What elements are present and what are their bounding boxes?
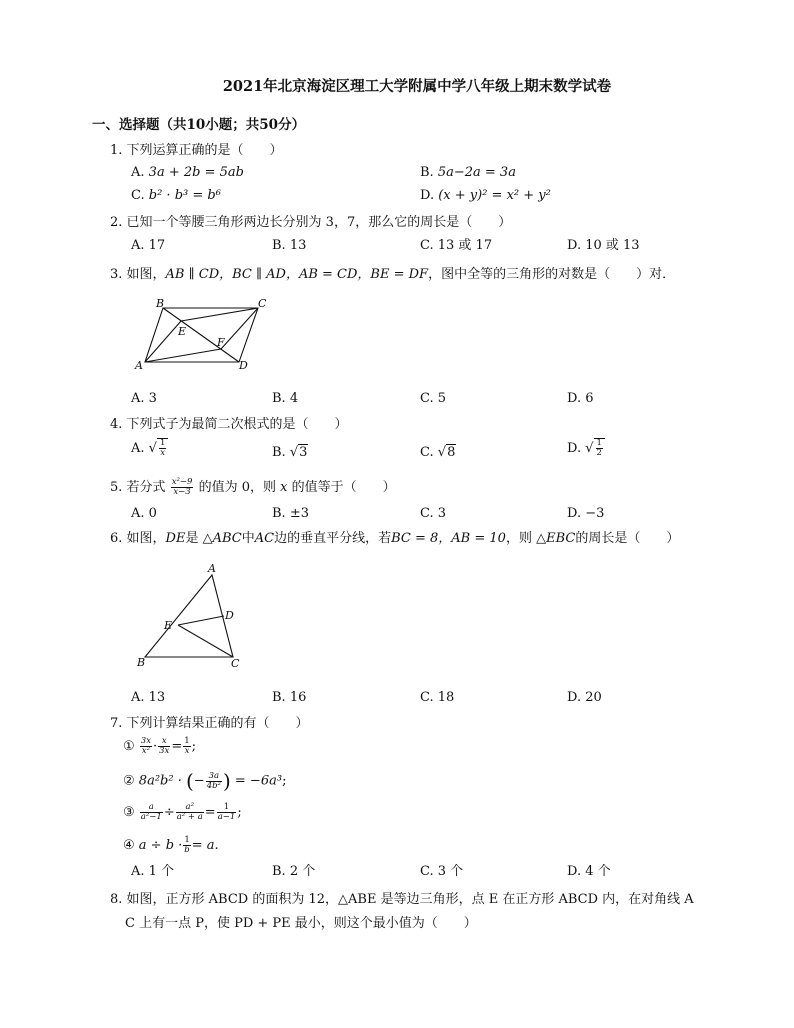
q6-segment-ed bbox=[178, 616, 224, 625]
q1-option-b[interactable] bbox=[420, 165, 516, 181]
q5-option-c[interactable]: C. 3 bbox=[420, 506, 447, 521]
q7-i1-result bbox=[183, 737, 190, 756]
q1-option-b-label: B. bbox=[420, 165, 434, 180]
question-3-stem bbox=[110, 267, 675, 283]
q4-c-rad: 8 bbox=[447, 445, 456, 460]
q4-option-d-label: D. bbox=[567, 440, 582, 456]
q4-option-b[interactable] bbox=[272, 444, 308, 461]
q4-option-c[interactable] bbox=[420, 444, 456, 461]
q7-i1-frac1 bbox=[140, 737, 152, 756]
q3-figure-parallelogram bbox=[130, 296, 280, 376]
q7-i1-f1-num: 3x bbox=[140, 736, 151, 746]
q4-option-d[interactable] bbox=[567, 438, 605, 458]
q4-a-num: 1 bbox=[159, 438, 166, 448]
q1-option-a-label: A. bbox=[131, 165, 145, 180]
q2-option-b[interactable]: B. 13 bbox=[272, 238, 307, 253]
q7-i3-result bbox=[217, 803, 237, 822]
q7-i1-frac2 bbox=[158, 737, 170, 756]
q6-stem-suffix: 的周长是（ ） bbox=[575, 531, 680, 546]
q6-ebc: EBC bbox=[546, 531, 576, 546]
q5-option-b[interactable]: B. ±3 bbox=[272, 506, 309, 521]
q7-item-1-mark: ① bbox=[123, 738, 135, 754]
q5-fraction bbox=[171, 478, 194, 497]
q7-item-2: ② 8a²b² · (− $\frac{3a}{\text{4b²}}$ ) = −6a³; bbox=[123, 769, 287, 793]
q1-option-a-expr: 3a + 2b = 5ab bbox=[148, 165, 244, 180]
q6-stem-part3: 中 bbox=[241, 531, 255, 546]
q3-label-b: B bbox=[156, 297, 165, 310]
question-1-stem: 1. 下列运算正确的是（ ） bbox=[110, 143, 283, 158]
q6-stem-part4: 边的垂直平分线，若 bbox=[274, 531, 392, 546]
q7-i3-f2-num: a² bbox=[185, 802, 194, 812]
q4-option-c-radical: √8 bbox=[437, 445, 456, 460]
q7-i3-res-den: a−1 bbox=[217, 811, 236, 822]
question-5-stem bbox=[110, 478, 396, 497]
q3-segment-af bbox=[145, 349, 221, 362]
q4-option-d-radical: √ $\frac{1}{2}$ bbox=[585, 438, 605, 458]
q6-option-d[interactable]: D. 20 bbox=[567, 690, 602, 705]
q7-item-4 bbox=[123, 836, 219, 855]
q3-stem-suffix: ，图中全等的三角形的对数是（ ）对． bbox=[428, 267, 676, 282]
q6-label-c: C bbox=[231, 657, 240, 670]
q2-option-a[interactable]: A. 17 bbox=[131, 238, 166, 253]
q7-item-2-mark: ② bbox=[123, 773, 135, 789]
q7-i3-res-num: 1 bbox=[217, 803, 237, 813]
q1-option-c[interactable] bbox=[131, 188, 221, 204]
q5-variable: x bbox=[280, 479, 288, 495]
q1-option-d-expr: (x + y)² = x² + y² bbox=[438, 188, 551, 203]
q7-item-1: ① $\frac{3x}{\text{x²}}$ · $\frac{x}{3x}$ = $\frac{1}{x}$ ; bbox=[123, 736, 197, 756]
q4-d-den: 2 bbox=[596, 447, 602, 458]
q6-ac: AC bbox=[254, 531, 275, 546]
q4-option-c-label: C. bbox=[420, 445, 434, 460]
q7-i4-prefix: a ÷ b · bbox=[138, 837, 183, 853]
q6-label-a: A bbox=[208, 562, 216, 575]
q6-label-e: E bbox=[164, 619, 173, 632]
q4-a-den: x bbox=[160, 447, 166, 458]
q3-label-d: D bbox=[239, 359, 248, 372]
q6-de: DE bbox=[165, 531, 186, 546]
q6-stem-prefix: 6. 如图， bbox=[110, 531, 166, 546]
q4-option-b-label: B. bbox=[272, 445, 286, 460]
q4-option-a-radical: √ $\frac{1}{x}$ bbox=[149, 438, 169, 458]
q6-figure-triangle bbox=[130, 560, 250, 675]
q1-option-c-label: C. bbox=[131, 188, 145, 203]
q6-abc: ABC bbox=[212, 531, 242, 546]
question-6-stem bbox=[110, 531, 679, 547]
q4-b-rad: 3 bbox=[299, 445, 308, 460]
q7-i1-f1-den: x² bbox=[141, 745, 150, 756]
q3-segment-fc bbox=[221, 308, 258, 349]
q3-stem-math: AB ∥ CD，BC ∥ AD，AB = CD，BE = DF bbox=[165, 267, 429, 282]
q6-segment-ec bbox=[178, 625, 233, 657]
q5-stem-prefix: 5. 若分式 bbox=[110, 479, 166, 495]
q5-option-d[interactable]: D. −3 bbox=[567, 506, 605, 521]
q3-option-c[interactable]: C. 5 bbox=[420, 391, 447, 406]
q4-option-b-radical: √3 bbox=[289, 445, 308, 460]
q6-condition: BC = 8，AB = 10 bbox=[391, 531, 506, 546]
q7-i4-result: = a. bbox=[191, 837, 219, 853]
q2-option-c[interactable]: C. 13 或 17 bbox=[420, 238, 493, 253]
q3-option-a[interactable]: A. 3 bbox=[131, 391, 157, 406]
q7-i2-f-den: 4b² bbox=[206, 780, 221, 791]
q7-i2-f-num: 3a bbox=[208, 770, 220, 781]
q6-stem-part2: 是 △ bbox=[185, 531, 213, 546]
q5-frac-num: x²−9 bbox=[171, 477, 193, 487]
q4-option-a-label: A. bbox=[131, 440, 145, 456]
q6-option-b[interactable]: B. 16 bbox=[272, 690, 307, 705]
q3-label-e: E bbox=[178, 325, 187, 338]
q7-i1-res-den: x bbox=[184, 745, 190, 756]
q3-label-f: F bbox=[217, 336, 225, 349]
q3-segment-ec bbox=[181, 308, 258, 321]
q2-option-d[interactable]: D. 10 或 13 bbox=[567, 238, 640, 253]
question-8-line-2: C 上有一点 P，使 PD + PE 最小，则这个最小值为（ ） bbox=[125, 916, 477, 931]
q1-option-b-expr: 5a−2a = 3a bbox=[437, 165, 516, 180]
q7-item-3: ③ $\frac{a}{\text{a²−1}}$ ÷ $\frac{\text{a²}}{\text{a² + a}}$ = $\frac{1}{a-1}$ ; bbox=[123, 802, 242, 822]
q7-i4-f-den: b bbox=[184, 844, 190, 855]
q3-label-c: C bbox=[258, 297, 267, 310]
q6-label-b: B bbox=[137, 656, 146, 669]
q7-i3-frac1 bbox=[140, 803, 163, 822]
q7-i2-result: = −6a³ bbox=[234, 773, 283, 789]
q6-label-d: D bbox=[225, 609, 234, 622]
q3-label-a: A bbox=[135, 359, 143, 372]
q3-option-d[interactable]: D. 6 bbox=[567, 391, 594, 406]
q1-option-a[interactable] bbox=[131, 165, 244, 181]
question-4-stem: 4. 下列式子为最简二次根式的是（ ） bbox=[110, 417, 348, 432]
q5-stem-suffix: 的值等于（ ） bbox=[291, 479, 396, 495]
q3-segment-ae bbox=[145, 321, 181, 362]
question-2-stem: 2. 已知一个等腰三角形两边长分别为 3，7，那么它的周长是（ ） bbox=[110, 215, 512, 230]
q7-i2-frac bbox=[206, 772, 222, 791]
q4-option-a[interactable] bbox=[131, 438, 168, 458]
q3-stem-prefix: 3. 如图， bbox=[110, 267, 166, 282]
q6-option-a[interactable]: A. 13 bbox=[131, 690, 166, 705]
q1-option-d[interactable] bbox=[420, 188, 551, 204]
q3-option-b[interactable]: B. 4 bbox=[272, 391, 299, 406]
q5-frac-den: x−3 bbox=[173, 486, 191, 497]
q7-option-c[interactable]: C. 3 个 bbox=[420, 864, 464, 879]
q1-option-d-label: D. bbox=[420, 188, 435, 203]
q7-item-4-mark: ④ bbox=[123, 837, 135, 853]
q7-i3-f1-num: a bbox=[148, 802, 154, 812]
q7-option-b[interactable]: B. 2 个 bbox=[272, 864, 316, 879]
q7-i3-f2-den: a² + a bbox=[176, 811, 203, 822]
q4-d-num: 1 bbox=[596, 438, 602, 448]
section-heading: 一、选择题（共10小题；共50分） bbox=[92, 117, 306, 133]
page-title: 2021年北京海淀区理工大学附属中学八年级上期末数学试卷 bbox=[222, 78, 612, 95]
q7-option-d[interactable]: D. 4 个 bbox=[567, 864, 611, 879]
q7-i4-frac bbox=[183, 836, 190, 855]
q7-item-3-mark: ③ bbox=[123, 804, 135, 820]
q6-stem-part5: ，则 △ bbox=[505, 531, 547, 546]
q7-i4-f-num: 1 bbox=[184, 835, 190, 845]
q7-i3-frac2 bbox=[176, 803, 204, 822]
q7-i1-f2-num: x bbox=[161, 736, 167, 746]
q7-i2-prefix: 8a²b² · bbox=[138, 773, 182, 789]
q7-i1-res-num: 1 bbox=[184, 736, 190, 746]
q5-option-a[interactable]: A. 0 bbox=[131, 506, 157, 521]
q5-stem-mid: 的值为 0，则 bbox=[198, 479, 276, 495]
q6-option-c[interactable]: C. 18 bbox=[420, 690, 455, 705]
q6-triangle-abc bbox=[145, 575, 233, 657]
question-7-stem: 7. 下列计算结果正确的有（ ） bbox=[110, 716, 309, 731]
q7-i3-f1-den: a²−1 bbox=[140, 811, 162, 822]
q7-option-a[interactable]: A. 1 个 bbox=[131, 864, 175, 879]
q7-i1-f2-den: 3x bbox=[159, 745, 170, 756]
question-8-line-1: 8. 如图，正方形 ABCD 的面积为 12，△ABE 是等边三角形，点 E 在正方形 ABCD 内，在对角线 A bbox=[110, 892, 694, 907]
q3-diagonal-bd bbox=[163, 308, 239, 362]
q1-option-c-expr: b² · b³ = b⁶ bbox=[148, 188, 221, 203]
